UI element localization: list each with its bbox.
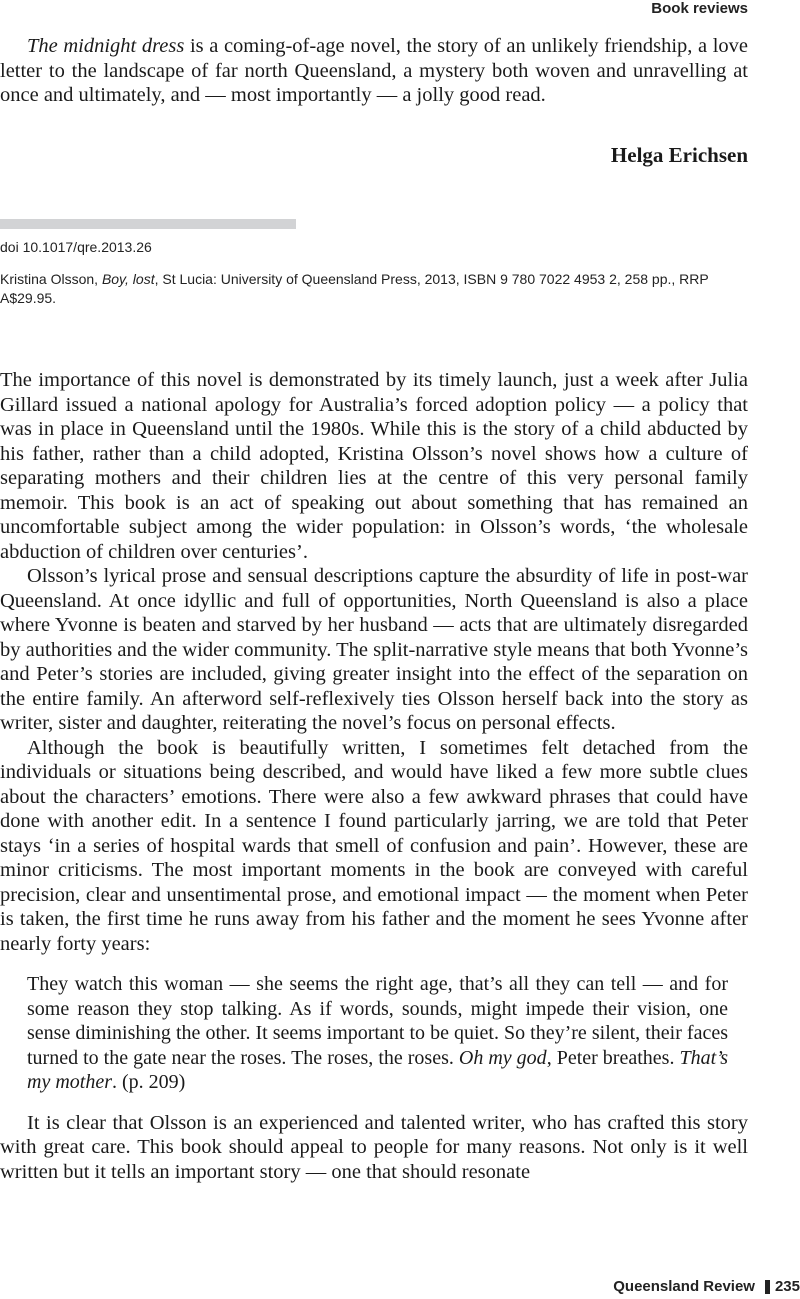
page-number: 235 xyxy=(774,1278,800,1295)
body-paragraph-2: Olsson’s lyrical prose and sensual descriptions capture the absurdity of life in post-war Queensland. At once idyllic and full of opportunities, North Queensland is also a place where Yvonne is beaten and starved by her husband — acts that are ultimately disregarded by authorities and the wider community. The split-narrative style means that both Yvonne’s and Peter’s stories are included, giving greater insight into the effect of the separation on the entire family. An afterword self-reflexively ties Olsson herself back into the story as writer, sister and daughter, reiterating the novel’s focus on personal effects. xyxy=(0,565,748,734)
previous-review-ending xyxy=(0,34,748,108)
citation-details: , St Lucia: University of Queensland Press, 2013, ISBN 9 780 7022 4953 2, 258 pp., RRP A$29.95. xyxy=(0,271,709,306)
body-paragraph-1: The importance of this novel is demonstrated by its timely launch, just a week after Julia Gillard issued a national apology for Australia’s forced adoption policy — a policy that was in place in Queensland until the 1980s. While this is the story of a child abducted by his father, rather than a child adopted, Kristina Olsson’s novel shows how a culture of separating mothers and their children lies at the centre of this very personal family memoir. This book is an act of speaking out about something that has remained an uncomfortable subject among the wider population: in Olsson’s words, ‘the wholesale abduction of children over centuries’. xyxy=(0,369,748,563)
review-body xyxy=(0,368,748,1184)
book-title: The midnight dress xyxy=(27,35,185,57)
journal-name: Queensland Review xyxy=(613,1278,755,1295)
section-divider-rule xyxy=(0,219,296,229)
footer-bar-icon xyxy=(765,1280,770,1294)
body-paragraph-4: It is clear that Olsson is an experienced and talented writer, who has crafted this story with great care. This book should appeal to people for many reasons. Not only is it well written but it tells an important story — one that should resonate xyxy=(0,1111,748,1183)
page-footer xyxy=(613,1278,800,1296)
doi-text: doi 10.1017/qre.2013.26 xyxy=(0,239,152,255)
citation-title: Boy, lost xyxy=(101,271,155,287)
running-head: Book reviews xyxy=(651,0,748,17)
reviewer-name: Helga Erichsen xyxy=(610,143,748,167)
previous-review-paragraph: The midnight dress is a coming-of-age novel, the story of an unlikely friendship, a love letter to the landscape of far north Queensland, a mystery both woven and unravelling at once and ultimately, and — most importantly — a jolly good read. xyxy=(0,35,748,106)
book-citation xyxy=(0,270,750,308)
citation-author: Kristina Olsson, xyxy=(0,271,102,287)
block-quote: They watch this woman — she seems the right age, that’s all they can tell — and for some reason they stop talking. As if words, sounds, might impede their vision, one sense diminishing the other. It seems important to be quiet. So they’re silent, their faces turned to the gate near the roses. The roses, the roses. Oh my god, Peter breathes. That’s my mother. (p. 209) xyxy=(27,973,729,1093)
body-paragraph-3: Although the book is beautifully written, I sometimes felt detached from the individuals or situations being described, and would have liked a few more subtle clues about the characters’ emotions. There were also a few awkward phrases that could have done with another edit. In a sentence I found particularly jarring, we are told that Peter stays ‘in a series of hospital wards that smell of confusion and pain’. However, these are minor criticisms. The most important moments in the book are conveyed with careful precision, clear and unsentimental prose, and emotional impact — the moment when Peter is taken, the first time he runs away from his father and the moment he sees Yvonne after nearly forty years: xyxy=(0,736,748,955)
